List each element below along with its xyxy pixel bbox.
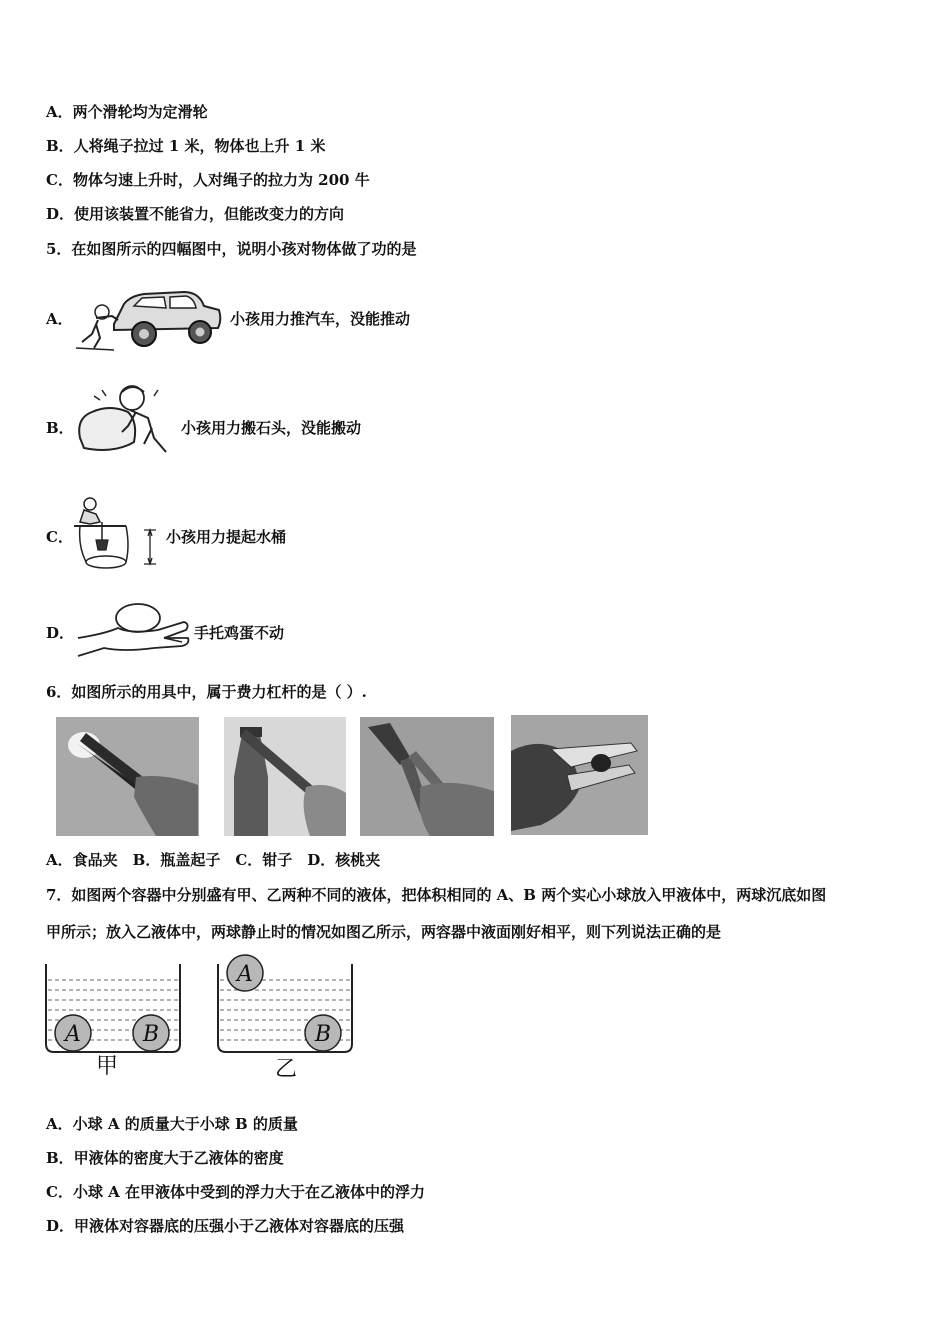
container-jia-diagram: [42, 962, 184, 1058]
bottle-opener-icon: [224, 717, 346, 836]
q5-option-d-label: D．: [46, 624, 75, 642]
child-lifting-bucket-illustration: [70, 496, 162, 572]
q7-option-a: A．小球 A 的质量大于小球 B 的质量: [46, 1115, 298, 1133]
pliers-photo: [360, 717, 494, 836]
q5-option-b-label: B．: [46, 419, 74, 437]
pliers-icon: [360, 717, 494, 836]
q5-option-c-text: 小孩用力提起水桶: [166, 528, 287, 546]
nutcracker-icon: [511, 715, 648, 835]
q5-option-c-label: C．: [46, 528, 73, 546]
container-yi-diagram: [214, 954, 356, 1058]
yi-ball-a-label: A: [237, 962, 253, 987]
q4-option-d: D．使用该装置不能省力，但能改变力的方向: [46, 205, 345, 223]
nutcracker-photo: [511, 715, 648, 835]
q5-option-b-text: 小孩用力搬石头，没能搬动: [181, 419, 362, 437]
food-tongs-photo: [56, 717, 199, 836]
q7-stem-line1: 7．如图两个容器中分别盛有甲、乙两种不同的液体，把体积相同的 A、B 两个实心小球放入甲液体中，两球沉底如图: [46, 886, 827, 904]
q4-option-a: A．两个滑轮均为定滑轮: [46, 103, 208, 121]
yi-ball-b-label: B: [314, 1022, 332, 1047]
q5-option-a-text: 小孩用力推汽车，没能推动: [230, 310, 411, 328]
child-pushing-car-illustration: [74, 276, 224, 356]
q5-stem: 5．在如图所示的四幅图中，说明小孩对物体做了功的是: [46, 240, 417, 258]
q7-option-c: C．小球 A 在甲液体中受到的浮力大于在乙液体中的浮力: [46, 1183, 426, 1201]
q5-option-a-label: A．: [46, 310, 73, 328]
hand-holding-egg-illustration: [74, 600, 192, 660]
q7-stem-line2: 甲所示；放入乙液体中，两球静止时的情况如图乙所示，两容器中液面刚好相平，则下列说法正确的是: [46, 923, 722, 941]
q4-option-b: B．人将绳子拉过 1 米，物体也上升 1 米: [46, 137, 326, 155]
bottle-opener-photo: [224, 717, 346, 836]
jia-ball-a-label: A: [65, 1022, 81, 1047]
food-tongs-icon: [56, 717, 199, 836]
q7-option-b: B．甲液体的密度大于乙液体的密度: [46, 1149, 284, 1167]
caption-yi: 乙: [275, 1057, 298, 1082]
q6-stem: 6．如图所示的用具中，属于费力杠杆的是（ ）.: [46, 683, 367, 701]
caption-jia: 甲: [96, 1054, 119, 1079]
q4-option-c: C．物体匀速上升时，人对绳子的拉力为 200 牛: [46, 171, 370, 189]
q6-options: A．食品夹 B．瓶盖起子 C．钳子 D．核桃夹: [46, 851, 381, 869]
q5-option-d-text: 手托鸡蛋不动: [194, 624, 285, 642]
jia-ball-b-label: B: [142, 1022, 160, 1047]
child-lifting-stone-illustration: [74, 382, 174, 458]
q7-option-d: D．甲液体对容器底的压强小于乙液体对容器底的压强: [46, 1217, 405, 1235]
